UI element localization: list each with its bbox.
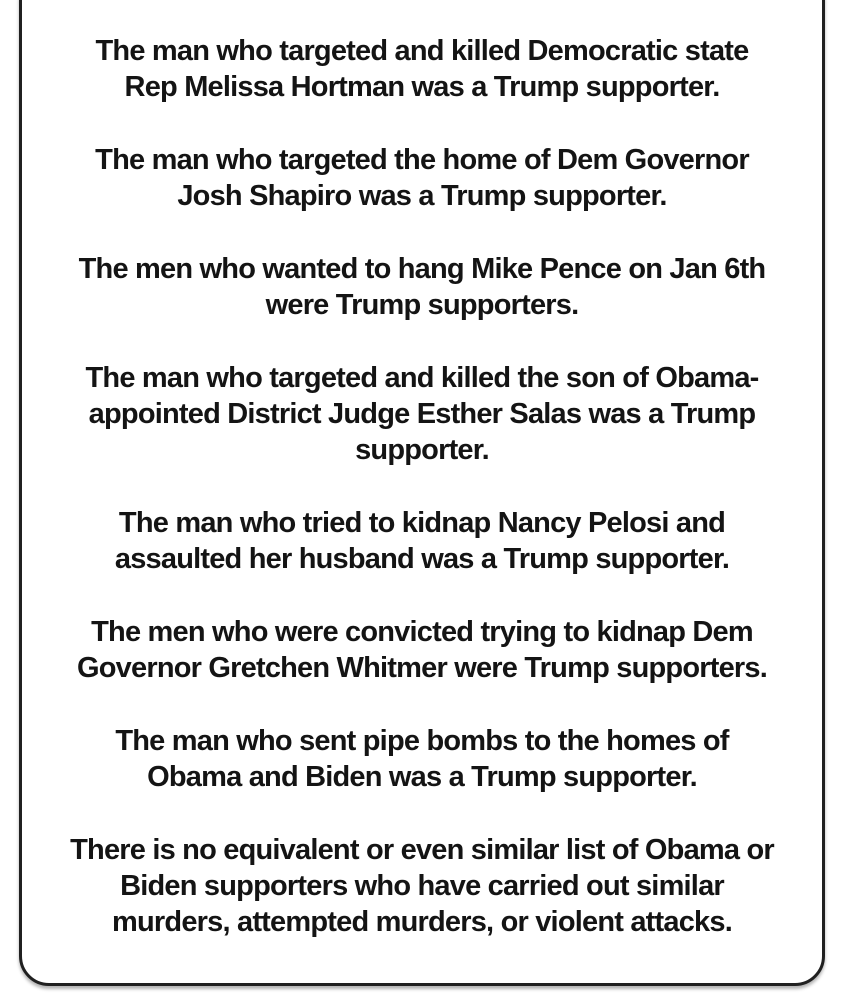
statement-line: murders, attempted murders, or violent attacks.: [112, 906, 732, 938]
statement-line: appointed District Judge Esther Salas was a Trump: [88, 398, 756, 430]
statement-line: supporter.: [355, 434, 489, 466]
quote-card: [19, 0, 825, 986]
quote-text-block: [22, 0, 822, 940]
statement-paragraph-pelosi: [38, 505, 806, 577]
statement-line: Obama and Biden was a Trump supporter.: [147, 761, 697, 793]
statement-line: The man who sent pipe bombs to the homes of: [115, 725, 729, 757]
statement-line: assaulted her husband was a Trump supporter.: [114, 543, 730, 575]
statement-line: The man who tried to kidnap Nancy Pelosi and: [118, 507, 726, 539]
statement-line: Rep Melissa Hortman was a Trump supporter.: [124, 71, 720, 103]
statement-paragraph-hortman: [38, 33, 806, 105]
statement-paragraph-salas: [38, 360, 806, 468]
statement-line: There is no equivalent or even similar list of Obama or: [70, 834, 774, 866]
statement-paragraph-shapiro: [38, 142, 806, 214]
statement-line: The man who targeted the home of Dem Governor: [95, 144, 749, 176]
statement-line: The man who targeted and killed Democratic state: [95, 35, 749, 67]
statement-line: The man who targeted and killed the son of Obama-: [85, 362, 759, 394]
statement-paragraph-whitmer: [38, 614, 806, 686]
statement-paragraph-conclusion: [38, 832, 806, 940]
statement-paragraph-pence: [38, 251, 806, 323]
statement-line: Josh Shapiro was a Trump supporter.: [177, 180, 667, 212]
statement-line: Governor Gretchen Whitmer were Trump supporters.: [77, 652, 767, 684]
statement-line: were Trump supporters.: [265, 289, 579, 321]
statement-line: Biden supporters who have carried out similar: [120, 870, 724, 902]
statement-line: The men who wanted to hang Mike Pence on Jan 6th: [78, 253, 766, 285]
statement-paragraph-pipe-bombs: [38, 723, 806, 795]
statement-line: The men who were convicted trying to kidnap Dem: [91, 616, 753, 648]
